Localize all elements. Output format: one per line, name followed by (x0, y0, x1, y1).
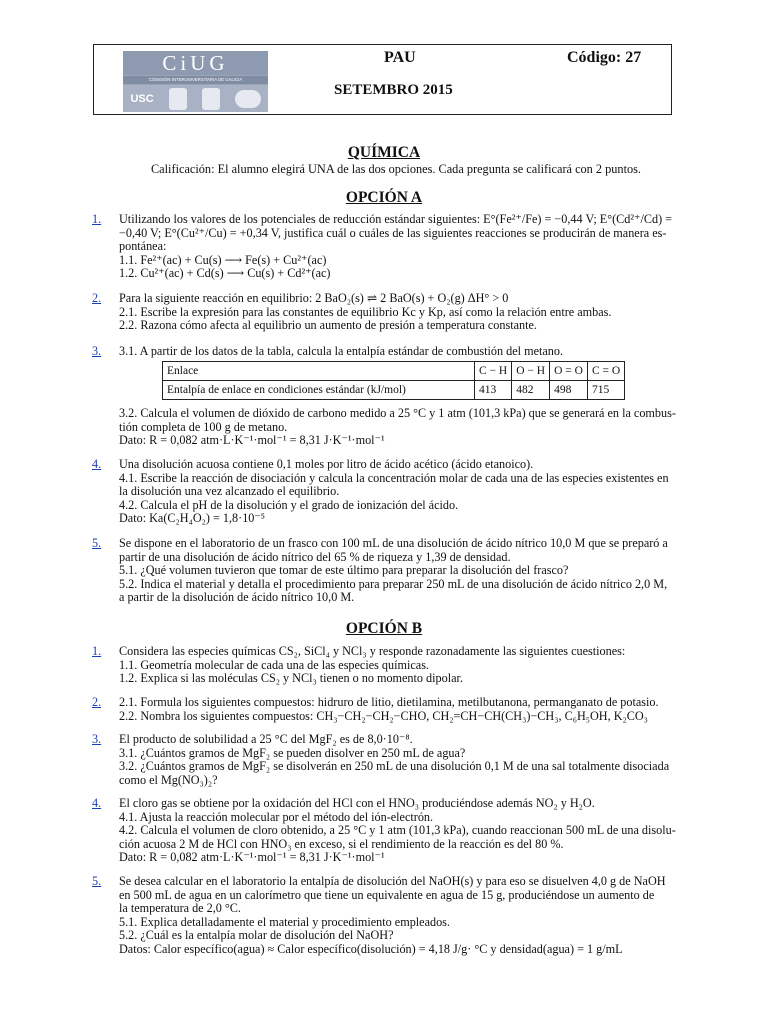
question-line: 2.2. Razona cómo afecta al equilibrio un aumento de presión a temperatura constante. (119, 318, 537, 333)
question-line: 1.2. Cu²⁺(ac) + Cd(s) ⟶ Cu(s) + Cd²⁺(ac) (119, 266, 331, 281)
question-text (119, 537, 692, 605)
table-cell: Entalpía de enlace en condiciones estándar (kJ/mol) (163, 381, 475, 400)
question-number-link[interactable]: 2. (92, 291, 102, 305)
subject-title: QUÍMICA (347, 144, 421, 161)
question-line: 4.1. Ajusta la reacción molecular por el método del ión-electrón. (119, 809, 434, 824)
question-line: partir de una disolución de ácido nítrico del 65 % de riqueza y 1,39 de densidad. (119, 549, 511, 564)
question-text (119, 875, 692, 957)
question-block (92, 875, 692, 957)
question-number-link[interactable]: 5. (92, 874, 102, 888)
table-cell: 413 (475, 381, 512, 400)
question-line: 2.1. Formula los siguientes compuestos: hidruro de litio, dietilamina, metilbutanona, permanganato de potasio. (119, 695, 659, 709)
ciug-logo (123, 51, 268, 112)
question-line: 1.1. Geometría molecular de cada una de las especies químicas. (119, 657, 429, 672)
question-line: 5.2. ¿Cuál es la entalpía molar de disolución del NaOH? (119, 928, 394, 943)
question-line: El producto de solubilidad a 25 °C del MgF₂ es de 8,0·10⁻⁸. (119, 732, 413, 746)
question-line: 2.1. Escribe la expresión para las constantes de equilibrio Kc y Kp, así como la relación entre ambas. (119, 304, 612, 319)
instructions: Calificación: El alumno elegirá UNA de las dos opciones. Cada pregunta se calificará con 2 puntos. (150, 162, 641, 176)
question-line: Para la siguiente reacción en equilibrio: 2 BaO₂(s) ⇌ 2 BaO(s) + O₂(g) ΔH° > 0 (119, 291, 509, 305)
question-line: 1.1. Fe²⁺(ac) + Cu(s) ⟶ Fe(s) + Cu²⁺(ac) (119, 252, 327, 267)
question-line: El cloro gas se obtiene por la oxidación del HCl con el HNO₃ produciéndose además NO₂ y H₂O. (119, 796, 595, 810)
table-cell: 482 (512, 381, 550, 400)
question-line: 4.2. Calcula el pH de la disolución y el grado de ionización del ácido. (119, 497, 459, 512)
question-line: tión completa de 100 g de metano. (119, 419, 288, 434)
question-text (119, 696, 692, 723)
university-seal-icon (235, 90, 261, 108)
question-block (92, 407, 692, 448)
question-line: Considera las especies químicas CS₂, SiCl₄ y NCl₃ y responde razonadamente las siguientes cuestiones: (119, 644, 626, 658)
question-block (92, 797, 692, 865)
table-cell: 715 (587, 381, 624, 400)
table-cell: Enlace (163, 362, 475, 381)
question-number-link[interactable]: 3. (92, 732, 102, 746)
question-line: Una disolución acuosa contiene 0,1 moles por litro de ácido acético (ácido etanoico). (119, 457, 534, 471)
table-row (163, 381, 625, 400)
logo-seals (123, 85, 268, 112)
university-seal-icon (169, 88, 187, 110)
table-cell: O = O (550, 362, 588, 381)
question-line: la temperatura de 2,0 °C. (119, 901, 241, 916)
question-line: 5.1. ¿Qué volumen tuvieron que tomar de este último para preparar la disolución del frasco? (119, 563, 569, 578)
question-line: Dato: Ka(C₂H₄O₂) = 1,8·10⁻⁵ (119, 511, 266, 526)
question-block (92, 537, 692, 605)
question-number-link[interactable]: 3. (92, 344, 102, 358)
question-text (119, 458, 692, 526)
logo-text: CiUG (123, 51, 268, 75)
question-line: 3.2. Calcula el volumen de dióxido de carbono medido a 25 °C y 1 atm (101,3 kPa) que se generará en la combus- (119, 406, 676, 420)
question-line: la disolución una vez alcanzado el equilibrio. (119, 484, 340, 499)
question-line: 5.2. Indica el material y detalla el procedimiento para preparar 250 mL de una disolución de ácido nítrico 2,0 M, (119, 576, 668, 591)
question-line: Dato: R = 0,082 atm·L·K⁻¹·mol⁻¹ = 8,31 J·K⁻¹·mol⁻¹ (119, 433, 385, 448)
option-b-title: OPCIÓN B (345, 620, 423, 637)
question-line: Dato: R = 0,082 atm·L·K⁻¹·mol⁻¹ = 8,31 J·K⁻¹·mol⁻¹ (119, 850, 385, 865)
table-cell: C = O (587, 362, 624, 381)
question-text (119, 407, 692, 448)
question-line: pontánea: (119, 239, 167, 254)
question-line: 3.2. ¿Cuántos gramos de MgF₂ se disolverán en 250 mL de una disolución 0,1 M de una sal totalmente disociada (119, 759, 670, 774)
option-a-title: OPCIÓN A (345, 189, 423, 206)
question-line: Se desea calcular en el laboratorio la entalpía de disolución del NaOH(s) y para eso se disuelven 4,0 g de NaOH (119, 874, 666, 888)
question-line: como el Mg(NO₃)₂? (119, 772, 218, 787)
usc-logo-text: USC (130, 92, 154, 105)
question-line: −0,40 V; E°(Cu²⁺/Cu) = +0,34 V, justifica cuál o cuáles de las siguientes reacciones se producirán de manera es- (119, 225, 667, 240)
question-line: 5.1. Explica detalladamente el material y procedimiento empleados. (119, 914, 450, 929)
exam-name: PAU (384, 49, 416, 66)
table-cell: C − H (475, 362, 512, 381)
question-line: Datos: Calor específico(agua) ≈ Calor específico(disolución) = 4,18 J/g· °C y densidad(agua) = 1 g/mL (119, 941, 623, 956)
question-text (119, 733, 692, 787)
question-block (92, 733, 692, 787)
question-block (92, 458, 692, 526)
question-line: Se dispone en el laboratorio de un frasco con 100 mL de una disolución de ácido nítrico 10,0 M que se preparó a (119, 536, 668, 550)
question-text (119, 213, 692, 281)
question-number-link[interactable]: 5. (92, 536, 102, 550)
exam-code: Código: 27 (567, 49, 642, 66)
question-line: 4.2. Calcula el volumen de cloro obtenido, a 25 °C y 1 atm (101,3 kPa), cuando reaccionan 500 mL de una disolu- (119, 823, 676, 838)
table-cell: O − H (512, 362, 550, 381)
table-cell: 498 (550, 381, 588, 400)
question-block (92, 696, 692, 723)
question-number-link[interactable]: 1. (92, 644, 102, 658)
exam-header (93, 44, 672, 115)
question-number-link[interactable]: 1. (92, 212, 102, 226)
question-text (119, 645, 692, 686)
question-text (119, 345, 692, 359)
question-block (92, 645, 692, 686)
question-number-link[interactable]: 4. (92, 457, 102, 471)
question-line: 1.2. Explica si las moléculas CS₂ y NCl₃ tienen o no momento dipolar. (119, 671, 463, 686)
question-line: 4.1. Escribe la reacción de disociación y calcula la concentración molar de cada una de las especies existentes en (119, 470, 669, 485)
question-line: 3.1. A partir de los datos de la tabla, calcula la entalpía estándar de combustión del metano. (119, 344, 564, 358)
question-block (92, 345, 692, 359)
question-block (92, 213, 692, 281)
logo-subtitle: COMISIÓN INTERUNIVERSITARIA DE GALICIA (123, 76, 268, 84)
exam-session: SETEMBRO 2015 (334, 82, 453, 98)
question-number-link[interactable]: 2. (92, 695, 102, 709)
bond-enthalpy-table (162, 361, 625, 400)
table-header-row (163, 362, 625, 381)
question-block (92, 292, 692, 333)
question-line: Utilizando los valores de los potenciales de reducción estándar siguientes: E°(Fe²⁺/Fe) = −0,44 V; E°(Cd²⁺/Cd) = (119, 212, 673, 226)
university-seal-icon (202, 88, 220, 110)
question-line: en 500 mL de agua en un calorímetro que tiene un equivalente en agua de 15 g, produciéndose un aumento de (119, 887, 655, 902)
question-text (119, 797, 692, 865)
question-line: ción acuosa 2 M de HCl con HNO₃ en exceso, si el rendimiento de la reacción es del 80 %. (119, 836, 564, 851)
question-line: 2.2. Nombra los siguientes compuestos: CH₃−CH₂−CH₂−CHO, CH₂=CH−CH(CH₃)−CH₃, C₆H₅OH, K₂CO₃ (119, 708, 648, 723)
question-line: 3.1. ¿Cuántos gramos de MgF₂ se pueden disolver en 250 mL de agua? (119, 745, 466, 760)
question-text (119, 292, 692, 333)
question-number-link[interactable]: 4. (92, 796, 102, 810)
question-line: a partir de la disolución de ácido nítrico 10,0 M. (119, 590, 355, 605)
